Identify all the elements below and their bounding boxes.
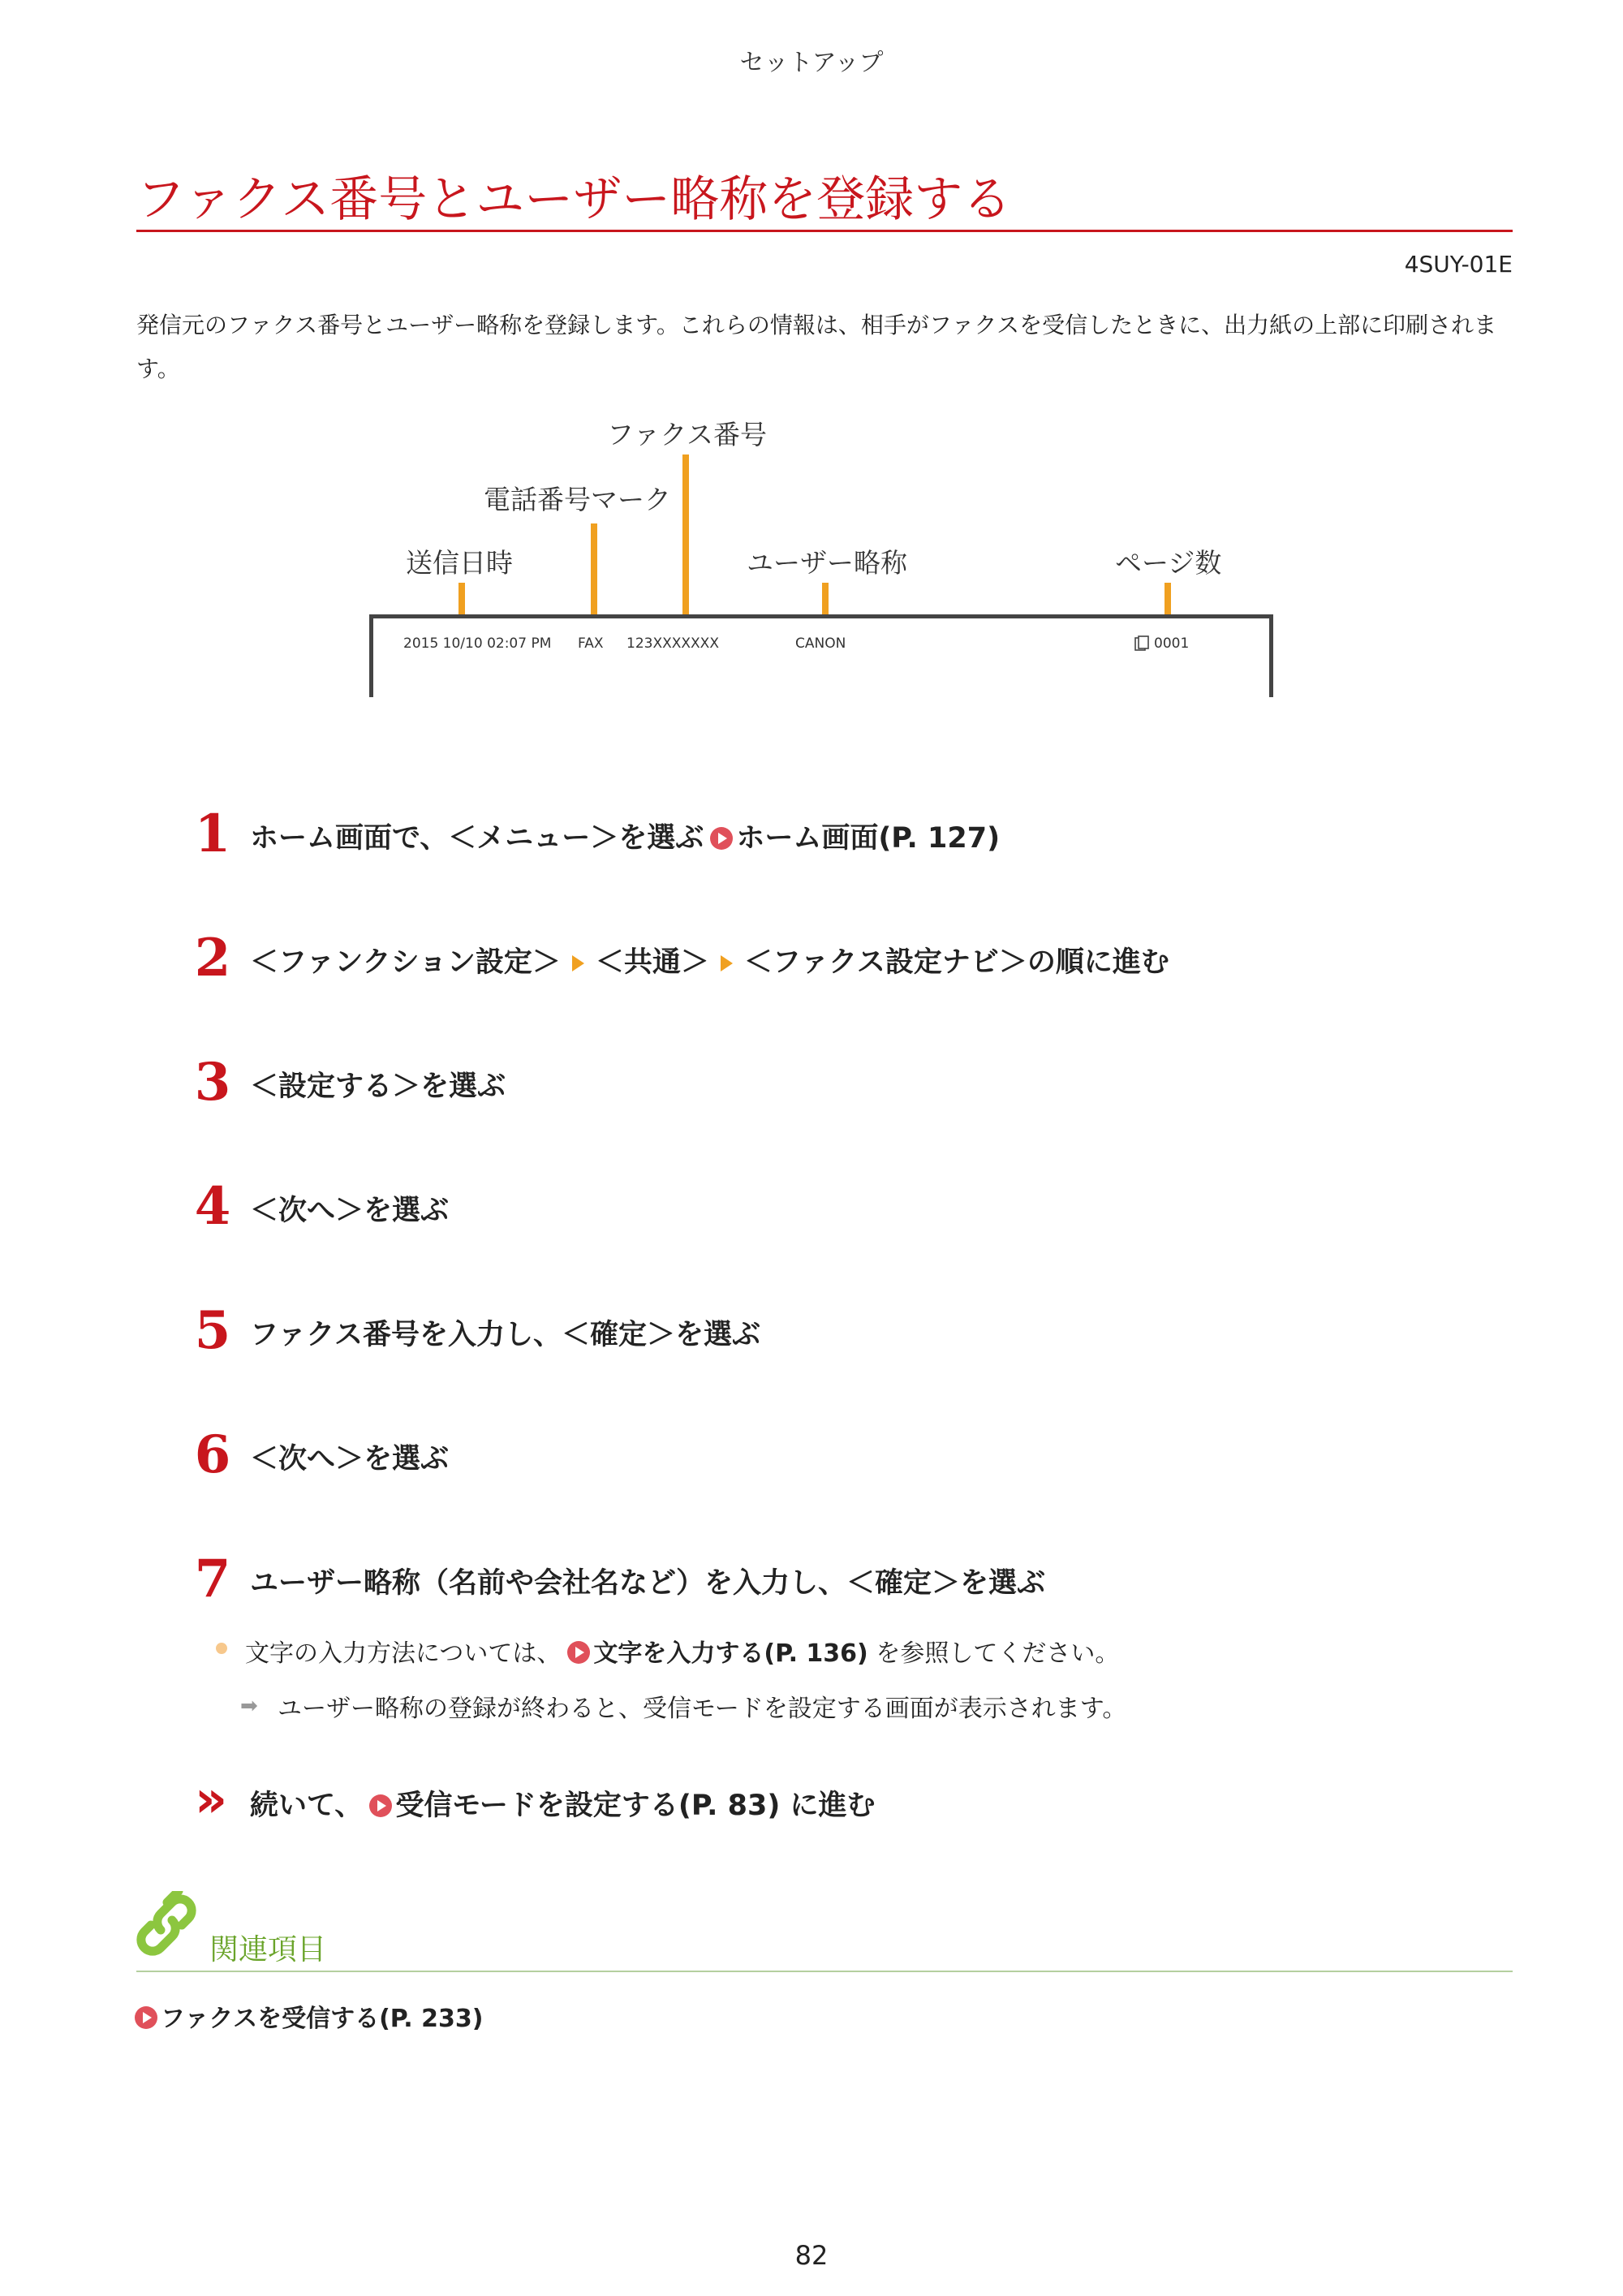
leader-line-phone-mark [591, 523, 597, 625]
home-screen-link[interactable]: ホーム画面(P. 127) [736, 822, 1001, 855]
page-number: 82 [794, 2240, 829, 2271]
step-3-text: ＜設定する＞を選ぶ [250, 1070, 506, 1103]
leader-line-fax-number [682, 454, 689, 625]
step-2-text [250, 940, 1169, 980]
triangle-arrow-icon [572, 955, 584, 971]
figure-label-phone-mark: 電話番号マーク [484, 484, 671, 515]
next-step-icon: » [195, 1769, 228, 1829]
input-method-note [245, 1633, 1119, 1669]
step-number: 1 [194, 803, 231, 864]
link-arrow-icon [710, 827, 733, 850]
related-section-title: 関連項目 [209, 1933, 327, 1966]
step-4-text: ＜次へ＞を選ぶ [250, 1195, 450, 1227]
note-before: 文字の入力方法については、 [245, 1639, 562, 1668]
bullet-icon [216, 1643, 227, 1654]
step-number: 5 [194, 1300, 231, 1361]
step-1-instruction: ホーム画面で、＜メニュー＞を選ぶ [250, 822, 704, 855]
figure-label-send-datetime: 送信日時 [406, 547, 513, 579]
result-note: ユーザー略称の登録が終わると、受信モードを設定する画面が表示されます。 [278, 1695, 1127, 1723]
sample-fax-mark: FAX [578, 635, 604, 652]
result-arrow-icon: ➡ [240, 1694, 258, 1718]
step-6-text: ＜次へ＞を選ぶ [250, 1443, 450, 1475]
step-number: 7 [194, 1549, 231, 1609]
step-1-text [250, 816, 1000, 856]
sample-page-number: 0001 [1154, 635, 1190, 652]
step-2-part-a: ＜ファンクション設定＞ [250, 946, 561, 979]
document-id: 4SUY-01E [1404, 251, 1513, 278]
next-after: に進む [780, 1790, 876, 1822]
page-header: セットアップ [739, 49, 884, 77]
page-title: ファクス番号とユーザー略称を登録する [136, 171, 1012, 228]
receive-mode-link[interactable]: 受信モードを設定する(P. 83) [395, 1790, 781, 1822]
related-divider [136, 1971, 1513, 1972]
fax-header-sample [369, 614, 1273, 697]
step-number: 4 [194, 1176, 231, 1237]
intro-paragraph: 発信元のファクス番号とユーザー略称を登録します。これらの情報は、相手がファクスを受信したときに、出力紙の上部に印刷されます。 [136, 312, 1497, 382]
step-number: 2 [194, 928, 231, 989]
step-number: 3 [194, 1052, 231, 1113]
link-arrow-icon [135, 2006, 157, 2029]
title-divider [136, 230, 1513, 232]
step-5-text: ファクス番号を入力し、＜確定＞を選ぶ [250, 1319, 760, 1351]
sample-user-name: CANON [795, 635, 846, 652]
step-7-text: ユーザー略称（名前や会社名など）を入力し、＜確定＞を選ぶ [250, 1567, 1046, 1600]
step-2-part-b: ＜共通＞ [595, 946, 709, 979]
figure-label-page-count: ページ数 [1115, 547, 1222, 579]
triangle-arrow-icon [721, 955, 733, 971]
figure-label-fax-number: ファクス番号 [607, 419, 768, 450]
step-2-part-c: ＜ファクス設定ナビ＞の順に進む [743, 946, 1169, 979]
next-before: 続いて、 [250, 1790, 364, 1822]
related-link-fax-receive[interactable] [135, 1998, 483, 2034]
sample-fax-number: 123XXXXXXX [626, 635, 719, 652]
link-arrow-icon [567, 1641, 590, 1664]
sample-datetime: 2015 10/10 02:07 PM [403, 635, 552, 652]
next-step-text [250, 1783, 876, 1824]
page-icon [1134, 635, 1150, 655]
step-number: 6 [194, 1424, 231, 1485]
link-arrow-icon [369, 1794, 392, 1817]
chain-link-icon [136, 1891, 201, 1962]
related-link-label[interactable]: ファクスを受信する(P. 233) [161, 2005, 484, 2033]
text-input-link[interactable]: 文字を入力する(P. 136) [593, 1639, 868, 1668]
figure-label-user-abbreviation: ユーザー略称 [747, 547, 907, 579]
note-after: を参照してください。 [867, 1639, 1120, 1668]
